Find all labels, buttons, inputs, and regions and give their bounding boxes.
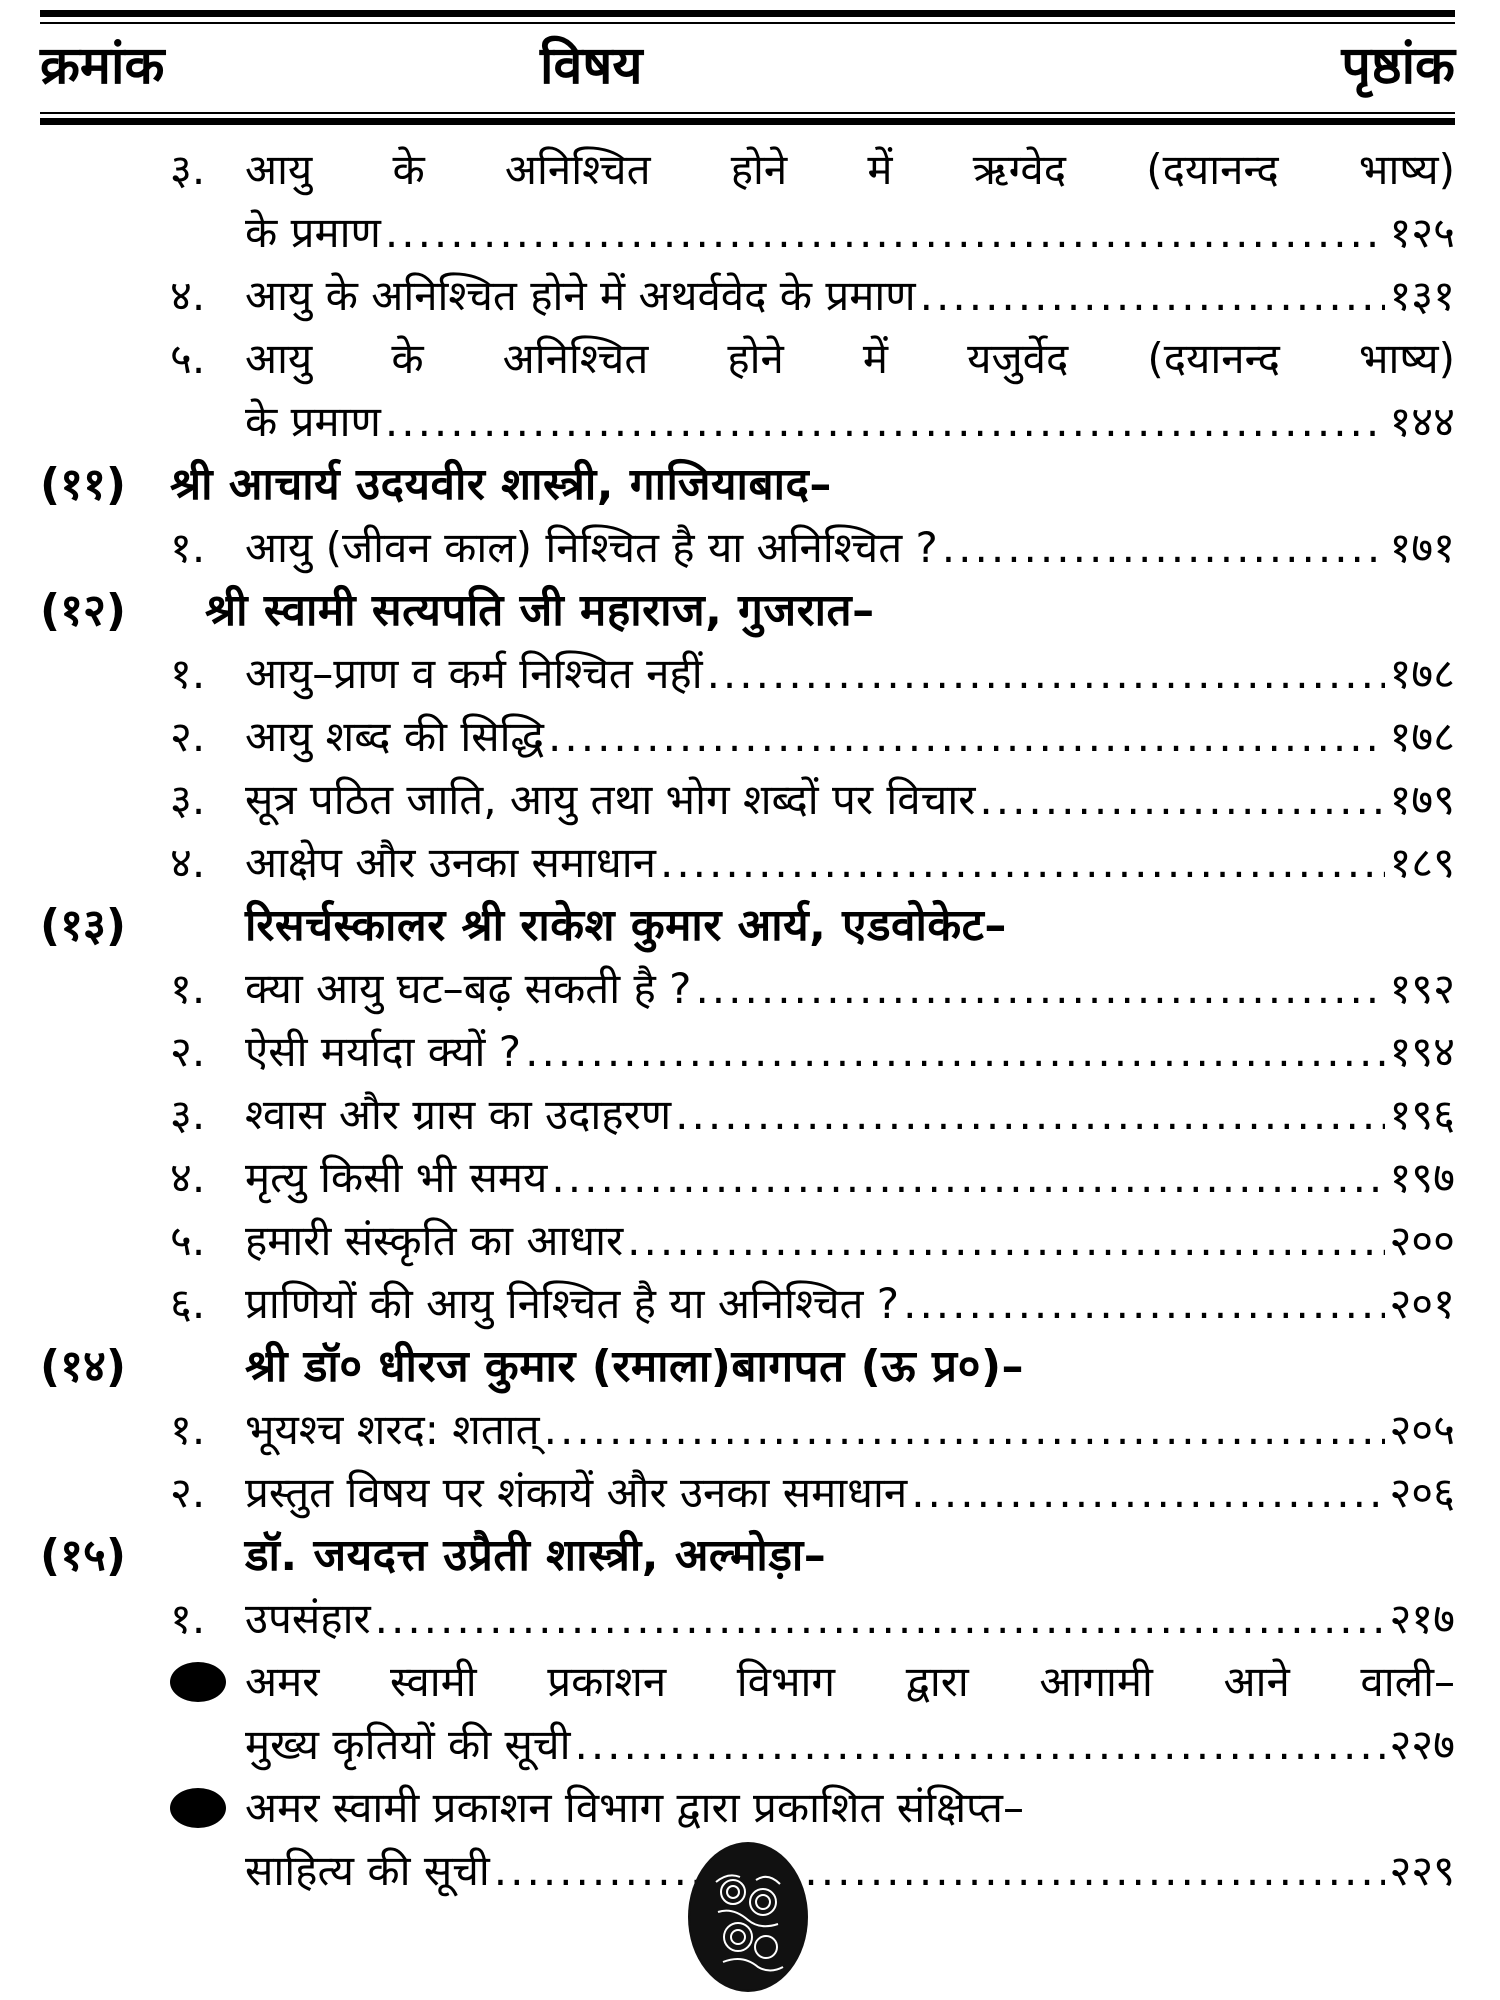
toc-entry xyxy=(40,957,1455,1020)
section-number: (१३) xyxy=(40,900,126,951)
dot-leader xyxy=(375,1587,1386,1650)
entry-page: १७८ xyxy=(1389,712,1455,761)
toc-entry xyxy=(40,1587,1455,1650)
filled-circle-bullet-icon xyxy=(170,1662,226,1702)
entry-page: १७९ xyxy=(1389,775,1455,824)
toc-bullet-entry xyxy=(40,1650,1455,1713)
dot-leader xyxy=(695,957,1385,1020)
top-rule-thick xyxy=(40,10,1455,17)
header-serial: क्रमांक xyxy=(40,36,165,96)
entry-page: १७१ xyxy=(1389,523,1455,572)
header-subject: विषय xyxy=(540,36,643,96)
entry-title: आयु के अनिश्चित होने में ऋग्वेद (दयानन्द भाष्य) xyxy=(245,145,1455,194)
entry-number: ४. xyxy=(170,271,206,320)
entry-number: १. xyxy=(170,1594,206,1643)
entry-title: श्वास और ग्रास का उदाहरण xyxy=(245,1090,672,1139)
section-title: डॉ. जयदत्त उप्रैती शास्त्री, अल्मोड़ा– xyxy=(245,1530,827,1581)
entry-number: ३. xyxy=(170,775,206,824)
entry-title-cont: के प्रमाण xyxy=(245,397,381,446)
dot-leader xyxy=(911,1461,1385,1524)
entry-title: मृत्यु किसी भी समय xyxy=(245,1153,548,1202)
entry-title: ऐसी मर्यादा क्यों ? xyxy=(245,1027,522,1076)
entry-number: १. xyxy=(170,1405,206,1454)
section-heading xyxy=(40,579,1455,642)
dot-leader xyxy=(574,1713,1385,1776)
toc-entry xyxy=(40,768,1455,831)
entry-page: २२७ xyxy=(1389,1720,1455,1769)
entry-number: ३. xyxy=(170,1090,206,1139)
filled-circle-bullet-icon xyxy=(170,1788,226,1828)
toc-entry-continuation xyxy=(40,201,1455,264)
toc-entry xyxy=(40,1398,1455,1461)
dot-leader xyxy=(675,1083,1385,1146)
entry-number: २. xyxy=(170,1468,206,1517)
section-heading xyxy=(40,894,1455,957)
entry-number: ५. xyxy=(170,334,206,383)
entry-number: ३. xyxy=(170,145,206,194)
entry-number: १. xyxy=(170,523,206,572)
section-number: (११) xyxy=(40,459,126,510)
dot-leader xyxy=(627,1209,1385,1272)
entry-number: ५. xyxy=(170,1216,206,1265)
toc-entry xyxy=(40,705,1455,768)
entry-number: ६. xyxy=(170,1279,206,1328)
dot-leader xyxy=(979,768,1385,831)
section-heading xyxy=(40,1524,1455,1587)
section-heading xyxy=(40,1335,1455,1398)
entry-page: २०५ xyxy=(1389,1405,1455,1454)
toc-entry xyxy=(40,831,1455,894)
toc-entry xyxy=(40,138,1455,201)
toc-entry xyxy=(40,1209,1455,1272)
entry-title-cont: साहित्य की सूची xyxy=(245,1846,490,1895)
toc-entry xyxy=(40,1083,1455,1146)
entry-title: हमारी संस्कृति का आधार xyxy=(245,1216,624,1265)
top-rule-thin xyxy=(40,22,1455,24)
toc-entry xyxy=(40,1461,1455,1524)
entry-title: आयु के अनिश्चित होने में यजुर्वेद (दयानन्द भाष्य) xyxy=(245,334,1455,383)
dot-leader xyxy=(942,516,1386,579)
toc-entry xyxy=(40,1020,1455,1083)
entry-title: अमर स्वामी प्रकाशन विभाग द्वारा प्रकाशित संक्षिप्त– xyxy=(245,1783,1024,1832)
entry-title-cont: मुख्य कृतियों की सूची xyxy=(245,1720,571,1769)
toc-bullet-entry xyxy=(40,1776,1455,1839)
dot-leader xyxy=(548,705,1385,768)
table-header xyxy=(40,28,1455,104)
dot-leader xyxy=(525,1020,1385,1083)
entry-page: २०० xyxy=(1389,1216,1455,1265)
entry-number: १. xyxy=(170,649,206,698)
section-title: श्री डॉ० धीरज कुमार (रमाला)बागपत (ऊ प्र०)– xyxy=(245,1341,1025,1392)
entry-page: १९७ xyxy=(1389,1153,1455,1202)
entry-page: १९४ xyxy=(1389,1027,1455,1076)
entry-number: २. xyxy=(170,1027,206,1076)
dot-leader xyxy=(551,1146,1385,1209)
entry-title: आयु (जीवन काल) निश्चित है या अनिश्चित ? xyxy=(245,523,938,572)
entry-title: आयु के अनिश्चित होने में अथर्ववेद के प्रमाण xyxy=(245,271,916,320)
entry-page: २१७ xyxy=(1389,1594,1455,1643)
section-title: श्री आचार्य उदयवीर शास्त्री, गाजियाबाद– xyxy=(170,459,832,510)
toc-entry xyxy=(40,642,1455,705)
dot-leader xyxy=(494,1839,1386,1902)
toc-entry xyxy=(40,327,1455,390)
section-title: रिसर्चस्कालर श्री राकेश कुमार आर्य, एडवोकेट– xyxy=(245,900,1007,951)
section-number: (१२) xyxy=(40,585,126,636)
entry-page: १४४ xyxy=(1389,397,1455,446)
entry-title: आयु–प्राण व कर्म निश्चित नहीं xyxy=(245,649,703,698)
toc-entry xyxy=(40,264,1455,327)
floral-emblem-icon xyxy=(688,1842,808,1992)
entry-title: उपसंहार xyxy=(245,1594,371,1643)
entry-page: २०१ xyxy=(1389,1279,1455,1328)
entry-number: २. xyxy=(170,712,206,761)
entry-number: ४. xyxy=(170,1153,206,1202)
entry-page: १२५ xyxy=(1389,208,1455,257)
section-title: श्री स्वामी सत्यपति जी महाराज, गुजरात– xyxy=(205,585,875,636)
dot-leader xyxy=(660,831,1386,894)
entry-title: अमर स्वामी प्रकाशन विभाग द्वारा आगामी आने वाली– xyxy=(245,1657,1455,1706)
entry-title: क्या आयु घट–बढ़ सकती है ? xyxy=(245,964,692,1013)
entry-page: १९२ xyxy=(1389,964,1455,1013)
entry-number: १. xyxy=(170,964,206,1013)
toc-entry xyxy=(40,516,1455,579)
dot-leader xyxy=(544,1398,1386,1461)
entry-title: प्रस्तुत विषय पर शंकायें और उनका समाधान xyxy=(245,1468,908,1517)
entry-page: १३१ xyxy=(1389,271,1455,320)
entry-page: २२९ xyxy=(1389,1846,1455,1895)
entry-page: १७८ xyxy=(1389,649,1455,698)
entry-title: भूयश्च शरद: शतात् xyxy=(245,1405,540,1454)
entry-number: ४. xyxy=(170,838,206,887)
dot-leader xyxy=(903,1272,1385,1335)
entry-page: १९६ xyxy=(1389,1090,1455,1139)
section-heading xyxy=(40,453,1455,516)
entry-title: सूत्र पठित जाति, आयु तथा भोग शब्दों पर विचार xyxy=(245,775,976,824)
entry-page: २०६ xyxy=(1389,1468,1455,1517)
section-number: (१५) xyxy=(40,1530,126,1581)
section-number: (१४) xyxy=(40,1341,126,1392)
toc-entry xyxy=(40,1146,1455,1209)
entry-title: प्राणियों की आयु निश्चित है या अनिश्चित ? xyxy=(245,1279,900,1328)
dot-leader xyxy=(920,264,1386,327)
entry-title: आयु शब्द की सिद्धि xyxy=(245,712,545,761)
dot-leader xyxy=(385,201,1386,264)
entry-title: आक्षेप और उनका समाधान xyxy=(245,838,656,887)
table-of-contents xyxy=(40,138,1455,1902)
toc-entry-continuation xyxy=(40,1713,1455,1776)
entry-page: १८९ xyxy=(1389,838,1455,887)
toc-entry-continuation xyxy=(40,390,1455,453)
toc-entry xyxy=(40,1272,1455,1335)
dot-leader xyxy=(385,390,1386,453)
entry-title-cont: के प्रमाण xyxy=(245,208,381,257)
dot-leader xyxy=(707,642,1386,705)
header-rule-thin xyxy=(40,112,1455,114)
header-rule-thick xyxy=(40,118,1455,125)
header-page: पृष्ठांक xyxy=(1341,36,1455,96)
